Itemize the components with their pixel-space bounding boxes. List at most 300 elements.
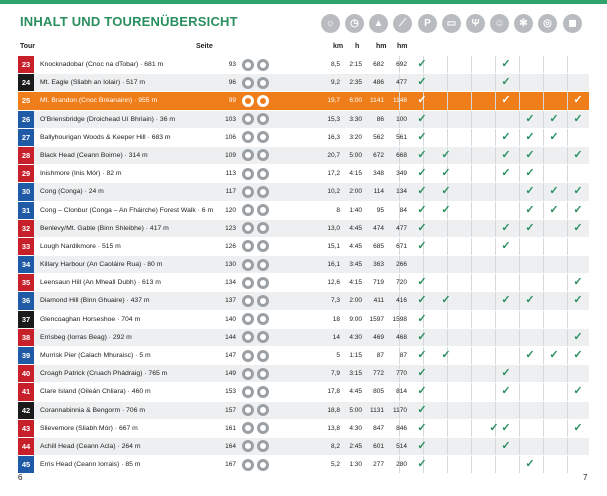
- tour-km: 7,3: [330, 297, 340, 305]
- feature-check-icon: ✓: [417, 403, 427, 416]
- feature-check-icon: ✓: [573, 294, 583, 307]
- tour-h: 2:45: [349, 442, 362, 450]
- tour-name: Achill Head (Ceann Acla) · 264 m: [40, 442, 141, 450]
- tour-name: Killary Harbour (An Caoláire Rua) · 80 m: [40, 261, 163, 269]
- feature-check-icon: ✓: [573, 385, 583, 398]
- tour-h: 4:45: [349, 242, 362, 250]
- feature-check-icon: ✓: [417, 185, 427, 198]
- col-ascent: hm: [376, 43, 387, 50]
- tour-h: 4:15: [349, 170, 362, 178]
- symbol-icon: [257, 59, 269, 71]
- tour-up: 411: [373, 297, 384, 305]
- feature-check-icon: ✓: [417, 130, 427, 143]
- tour-page: 157: [225, 406, 236, 414]
- feature-check-icon: ✓: [417, 349, 427, 361]
- feature-check-icon: ✓: [525, 130, 535, 143]
- symbol-icon: [257, 295, 269, 307]
- feature-check-icon: ✓: [417, 239, 427, 252]
- feature-check-icon: ✓: [501, 167, 511, 180]
- tour-up: 1131: [370, 406, 384, 414]
- tour-down: 770: [396, 370, 407, 378]
- family-icon: ☺: [490, 14, 509, 33]
- tour-up: 277: [373, 461, 384, 469]
- table-row: [18, 165, 589, 183]
- tour-up: 348: [373, 170, 384, 178]
- feature-check-icon: ✓: [525, 349, 535, 361]
- tour-page: 126: [225, 242, 236, 250]
- tour-table: [18, 56, 589, 474]
- tour-page: 103: [225, 115, 236, 123]
- symbol-icon: [257, 386, 269, 398]
- tour-h: 3:20: [349, 133, 362, 141]
- table-row: [18, 292, 589, 310]
- feature-check-icon: ✓: [573, 112, 583, 125]
- tour-page: 93: [228, 61, 236, 68]
- page-number-right: 7: [583, 473, 588, 482]
- tour-name: Glencoaghan Horseshoe · 704 m: [40, 315, 141, 323]
- feature-check-icon: ✓: [417, 221, 427, 234]
- tour-up: 114: [373, 188, 384, 196]
- tour-km: 8,2: [330, 442, 340, 450]
- tour-number-badge: 36: [18, 292, 34, 309]
- tour-number-badge: 23: [18, 56, 34, 73]
- tour-name: Corannabinnia & Bengorm · 706 m: [40, 406, 146, 414]
- tour-h: 4:30: [349, 333, 362, 341]
- feature-check-icon: ✓: [417, 294, 427, 307]
- tour-up: 601: [373, 442, 384, 450]
- tour-down: 477: [396, 79, 407, 87]
- tour-down: 100: [396, 115, 407, 123]
- tour-page: 161: [225, 424, 236, 432]
- tour-up: 95: [376, 206, 384, 214]
- difficulty-icon: [242, 459, 254, 471]
- col-hours: h: [355, 43, 360, 50]
- tour-page: 147: [225, 352, 236, 359]
- tour-page: 99: [228, 97, 236, 105]
- tour-km: 13,8: [327, 424, 340, 432]
- feature-check-icon: ✓: [573, 421, 583, 434]
- tour-name: Lough Nardikmore · 515 m: [40, 242, 121, 250]
- tour-km: 13,0: [327, 224, 340, 232]
- feature-check-icon: ✓: [417, 203, 427, 216]
- feature-check-icon: ✓: [525, 148, 535, 161]
- col-page: Seite: [196, 43, 213, 50]
- feature-check-icon: ✓: [573, 203, 583, 216]
- table-row: [18, 238, 589, 256]
- page-title: INHALT UND TOURENÜBERSICHT: [20, 14, 238, 29]
- table-row: [18, 456, 589, 474]
- tour-number-badge: 31: [18, 202, 34, 219]
- table-row: [18, 56, 589, 74]
- table-row: [18, 311, 589, 329]
- feature-check-icon: ✓: [573, 185, 583, 198]
- tour-h: 6:00: [349, 97, 362, 105]
- feature-check-icon: ✓: [417, 112, 427, 125]
- tour-down: 84: [399, 206, 407, 214]
- feature-check-icon: ✓: [525, 294, 535, 307]
- tour-km: 8: [336, 206, 340, 214]
- table-row: [18, 365, 589, 383]
- feature-check-icon: ✓: [549, 185, 559, 198]
- symbol-icon: [257, 277, 269, 289]
- table-row: [18, 329, 589, 347]
- tour-number-badge: 41: [18, 383, 34, 400]
- tour-down: 814: [396, 388, 407, 396]
- tour-up: 1141: [370, 97, 384, 105]
- tour-h: 1:30: [349, 461, 362, 469]
- legend-icons: [0, 14, 607, 36]
- feature-check-icon: ✓: [501, 421, 511, 434]
- tour-number-badge: 42: [18, 402, 34, 419]
- tour-page: 164: [225, 442, 236, 450]
- symbol-icon: [257, 259, 269, 271]
- feature-check-icon: ✓: [549, 130, 559, 143]
- tour-down: 266: [396, 261, 407, 269]
- tour-up: 682: [373, 61, 384, 68]
- tour-up: 1597: [369, 315, 384, 323]
- tour-page: 109: [225, 151, 236, 159]
- tour-up: 474: [373, 224, 384, 232]
- top-accent-bar: [0, 0, 607, 4]
- table-row: [18, 256, 589, 274]
- tour-h: 3:15: [349, 370, 362, 378]
- tour-number-badge: 25: [18, 92, 34, 109]
- parking-icon: P: [418, 14, 437, 33]
- tour-name: Black Head (Ceann Boirne) · 314 m: [40, 151, 148, 159]
- tour-h: 4:15: [349, 279, 362, 287]
- tour-name: Slievemore (Sliabh Mór) · 667 m: [40, 424, 138, 432]
- tour-km: 10,2: [327, 188, 340, 196]
- tour-km: 15,1: [327, 242, 340, 250]
- tour-down: 671: [396, 242, 407, 250]
- tour-name: Errisbeg (Iorras Beag) · 292 m: [40, 333, 132, 341]
- tour-page: 123: [225, 224, 236, 232]
- tour-number-badge: 24: [18, 74, 34, 91]
- tour-number-badge: 29: [18, 165, 34, 182]
- table-row: [18, 202, 589, 220]
- feature-check-icon: ✓: [573, 148, 583, 161]
- tour-km: 16,3: [327, 133, 340, 141]
- tour-down: 468: [396, 333, 407, 341]
- feature-check-icon: ✓: [573, 330, 583, 343]
- tour-name: Clare Island (Oileán Chliara) · 460 m: [40, 388, 151, 396]
- tour-down: 416: [396, 297, 407, 305]
- tour-down: 846: [396, 424, 407, 432]
- symbol-icon: [257, 113, 269, 125]
- table-row: [18, 420, 589, 438]
- col-descent: hm: [397, 43, 408, 50]
- tour-up: 685: [373, 242, 384, 250]
- feature-check-icon: ✓: [441, 349, 451, 361]
- col-km: km: [333, 43, 344, 50]
- feature-check-icon: ✓: [501, 385, 511, 398]
- table-row: [18, 438, 589, 456]
- tour-page: 106: [225, 133, 236, 141]
- feature-check-icon: ✓: [417, 421, 427, 434]
- tour-h: 2:35: [349, 79, 362, 87]
- symbol-icon: [257, 350, 269, 362]
- slope-icon: ⟋: [393, 14, 412, 33]
- symbol-icon: [257, 368, 269, 380]
- tour-down: 1170: [393, 406, 407, 414]
- difficulty-icon: [242, 77, 254, 89]
- tour-up: 719: [373, 279, 384, 287]
- tour-page: 113: [225, 170, 236, 178]
- tour-up: 772: [373, 370, 384, 378]
- tour-page: 167: [225, 461, 236, 469]
- tour-up: 672: [373, 151, 384, 159]
- tour-name: Erris Head (Ceann Iorrais) · 85 m: [40, 461, 141, 469]
- table-row: [18, 92, 589, 110]
- tour-name: Diamond Hill (Binn Ghuaire) · 437 m: [40, 297, 150, 305]
- tour-km: 18,8: [327, 406, 340, 414]
- difficulty-icon: [242, 368, 254, 380]
- tour-number-badge: 43: [18, 420, 34, 437]
- table-row: [18, 147, 589, 165]
- tour-name: Croagh Patrick (Cruach Phádraig) · 765 m: [40, 370, 168, 378]
- tour-down: 668: [396, 151, 407, 159]
- tour-h: 4:45: [349, 388, 362, 396]
- tour-h: 1:15: [349, 352, 362, 359]
- feature-check-icon: ✓: [525, 167, 535, 180]
- tour-down: 561: [396, 133, 407, 141]
- page-number-left: 6: [18, 473, 23, 482]
- tour-up: 363: [373, 261, 384, 269]
- tour-page: 144: [225, 333, 236, 341]
- tour-km: 5: [336, 352, 340, 359]
- tour-number-badge: 30: [18, 183, 34, 200]
- feature-check-icon: ✓: [501, 221, 511, 234]
- table-row: [18, 383, 589, 401]
- tour-page: 153: [225, 388, 236, 396]
- tour-name: Mt. Brandon (Cnoc Bréanainn) · 955 m: [40, 97, 158, 105]
- symbol-icon: [257, 77, 269, 89]
- tour-name: Cong (Conga) · 24 m: [40, 188, 104, 196]
- tour-km: 15,3: [327, 115, 340, 123]
- feature-check-icon: ✓: [501, 76, 511, 89]
- table-row: [18, 129, 589, 147]
- difficulty-icon: [242, 404, 254, 416]
- tour-h: 1:40: [349, 206, 362, 214]
- tour-km: 14: [332, 333, 340, 341]
- tour-km: 5,2: [330, 461, 340, 469]
- feature-check-icon: ✓: [417, 94, 427, 107]
- tour-down: 514: [396, 442, 407, 450]
- difficulty-icon: [242, 277, 254, 289]
- tour-up: 86: [376, 115, 384, 123]
- tour-number-badge: 27: [18, 129, 34, 146]
- tour-up: 847: [373, 424, 384, 432]
- tour-name: Ballyhourigan Woods & Keeper Hill · 683 m: [40, 133, 171, 141]
- difficulty-icon: [242, 113, 254, 125]
- tour-number-badge: 40: [18, 365, 34, 382]
- tour-number-badge: 28: [18, 147, 34, 164]
- restaurant-icon: Ψ: [466, 14, 485, 33]
- tour-km: 12,6: [327, 279, 340, 287]
- tour-number-badge: 39: [18, 347, 34, 364]
- tour-page: 120: [225, 206, 236, 214]
- feature-check-icon: ✓: [441, 185, 451, 198]
- tour-h: 3:45: [349, 261, 362, 269]
- feature-check-icon: ✓: [417, 276, 427, 289]
- feature-check-icon: ✓: [525, 458, 535, 471]
- tour-name: Knocknadobar (Cnoc na dTobar) · 681 m: [40, 61, 164, 68]
- tour-h: 2:15: [349, 61, 362, 68]
- tour-up: 469: [373, 333, 384, 341]
- tour-number-badge: 33: [18, 238, 34, 255]
- tour-h: 9:00: [349, 315, 362, 323]
- table-row: [18, 402, 589, 420]
- feature-check-icon: ✓: [417, 367, 427, 380]
- symbol-icon: [257, 404, 269, 416]
- tour-name: Murrisk Pier (Calach Mhuraisc) · 5 m: [40, 352, 151, 359]
- mountain-icon: ▲: [369, 14, 388, 33]
- symbol-icon: [257, 459, 269, 471]
- tour-h: 3:30: [349, 115, 362, 123]
- tour-page: 130: [225, 261, 236, 269]
- tour-km: 17,8: [327, 388, 340, 396]
- tour-number-badge: 45: [18, 456, 34, 473]
- tour-h: 2:00: [349, 297, 362, 305]
- bus-icon: ▭: [442, 14, 461, 33]
- feature-check-icon: ✓: [525, 112, 535, 125]
- tour-number-badge: 35: [18, 274, 34, 291]
- tour-down: 720: [396, 279, 407, 287]
- feature-check-icon: ✓: [501, 94, 511, 107]
- tour-down: 87: [399, 352, 407, 359]
- tour-h: 5:00: [349, 406, 362, 414]
- tour-page: 137: [225, 297, 236, 305]
- tour-down: 477: [396, 224, 407, 232]
- symbol-icon: [257, 95, 269, 107]
- bike-icon: ◎: [538, 14, 557, 33]
- tour-km: 16,1: [327, 261, 340, 269]
- feature-check-icon: ✓: [573, 276, 583, 289]
- tour-number-badge: 37: [18, 311, 34, 328]
- feature-check-icon: ✓: [573, 349, 583, 361]
- tour-km: 17,2: [327, 170, 340, 178]
- tour-name: Mt. Eagle (Sliabh an Iolair) · 517 m: [40, 79, 146, 87]
- feature-check-icon: ✓: [501, 130, 511, 143]
- symbol-icon: [257, 204, 269, 216]
- feature-check-icon: ✓: [417, 385, 427, 398]
- tour-page: 134: [225, 279, 236, 287]
- feature-check-icon: ✓: [501, 148, 511, 161]
- tour-up: 87: [376, 352, 384, 359]
- table-row: [18, 74, 589, 92]
- feature-check-icon: ✓: [441, 167, 451, 180]
- difficulty-icon: [242, 59, 254, 71]
- tour-name: O'Briensbridge (Droichead Uí Bhriain) · 36 m: [40, 115, 176, 123]
- tour-down: 349: [396, 170, 407, 178]
- difficulty-icon: [242, 386, 254, 398]
- tour-km: 8,5: [330, 61, 340, 68]
- feature-check-icon: ✓: [441, 203, 451, 216]
- tour-down: 134: [396, 188, 407, 196]
- difficulty-icon: [242, 186, 254, 198]
- tour-h: 4:30: [349, 424, 362, 432]
- tour-number-badge: 38: [18, 329, 34, 346]
- tour-h: 2:00: [349, 188, 362, 196]
- feature-check-icon: ✓: [489, 421, 499, 434]
- tour-name: Inishmore (Inis Mór) · 82 m: [40, 170, 122, 178]
- feature-check-icon: ✓: [501, 58, 511, 70]
- table-row: [18, 111, 589, 129]
- feature-check-icon: ✓: [525, 185, 535, 198]
- tour-name: Cong – Clonbur (Conga – An Fháirche) Forest Walk · 6 m: [40, 206, 214, 214]
- feature-check-icon: ✓: [525, 221, 535, 234]
- feature-check-icon: ✓: [417, 148, 427, 161]
- tour-up: 486: [373, 79, 384, 87]
- tour-km: 7,9: [330, 370, 340, 378]
- feature-check-icon: ✓: [417, 330, 427, 343]
- feature-check-icon: ✓: [417, 458, 427, 471]
- tour-name: Leensaun Hill (An Mheall Dubh) · 613 m: [40, 279, 161, 287]
- col-tour: Tour: [20, 43, 36, 50]
- feature-check-icon: ✓: [501, 367, 511, 380]
- tour-up: 562: [373, 133, 384, 141]
- snowflake-icon: ✻: [514, 14, 533, 33]
- feature-check-icon: ✓: [549, 112, 559, 125]
- feature-check-icon: ✓: [441, 294, 451, 307]
- feature-check-icon: ✓: [573, 94, 583, 107]
- tour-number-badge: 32: [18, 220, 34, 237]
- tour-number-badge: 44: [18, 438, 34, 455]
- difficulty-icon: [242, 95, 254, 107]
- tour-km: 18: [332, 315, 340, 323]
- feature-check-icon: ✓: [525, 203, 535, 216]
- feature-check-icon: ✓: [417, 312, 427, 325]
- table-row: [18, 274, 589, 292]
- tour-km: 9,2: [330, 79, 340, 87]
- feature-check-icon: ✓: [501, 239, 511, 252]
- difficulty-icon: [242, 350, 254, 362]
- tour-down: 1598: [392, 315, 407, 323]
- feature-check-icon: ✓: [549, 203, 559, 216]
- feature-check-icon: ✓: [573, 221, 583, 234]
- tour-up: 805: [373, 388, 384, 396]
- feature-check-icon: ✓: [501, 294, 511, 307]
- tour-page: 149: [225, 370, 236, 378]
- car-icon: ◼: [563, 14, 582, 33]
- table-row: [18, 347, 589, 365]
- table-row: [18, 220, 589, 238]
- tour-down: 692: [396, 61, 407, 68]
- tour-name: Benlevy/Mt. Gable (Binn Shleibhe) · 417 m: [40, 224, 169, 232]
- tour-h: 4:45: [349, 224, 362, 232]
- difficulty-icon: [242, 259, 254, 271]
- feature-check-icon: ✓: [549, 349, 559, 361]
- difficulty-icon: [242, 204, 254, 216]
- symbol-icon: [257, 168, 269, 180]
- feature-check-icon: ✓: [417, 58, 427, 70]
- feature-check-icon: ✓: [417, 76, 427, 89]
- tour-page: 117: [225, 188, 236, 196]
- feature-check-icon: ✓: [417, 439, 427, 452]
- clock-icon: ◷: [345, 14, 364, 33]
- tour-page: 96: [228, 79, 236, 87]
- tour-km: 20,7: [327, 151, 340, 159]
- tour-km: 19,7: [327, 97, 340, 105]
- tour-h: 5:00: [349, 151, 362, 159]
- tour-number-badge: 26: [18, 111, 34, 128]
- feature-check-icon: ✓: [417, 167, 427, 180]
- difficulty-icon: [242, 295, 254, 307]
- sun-icon: ☼: [321, 14, 340, 33]
- tour-number-badge: 34: [18, 256, 34, 273]
- table-row: [18, 183, 589, 201]
- tour-down: 1148: [393, 97, 407, 105]
